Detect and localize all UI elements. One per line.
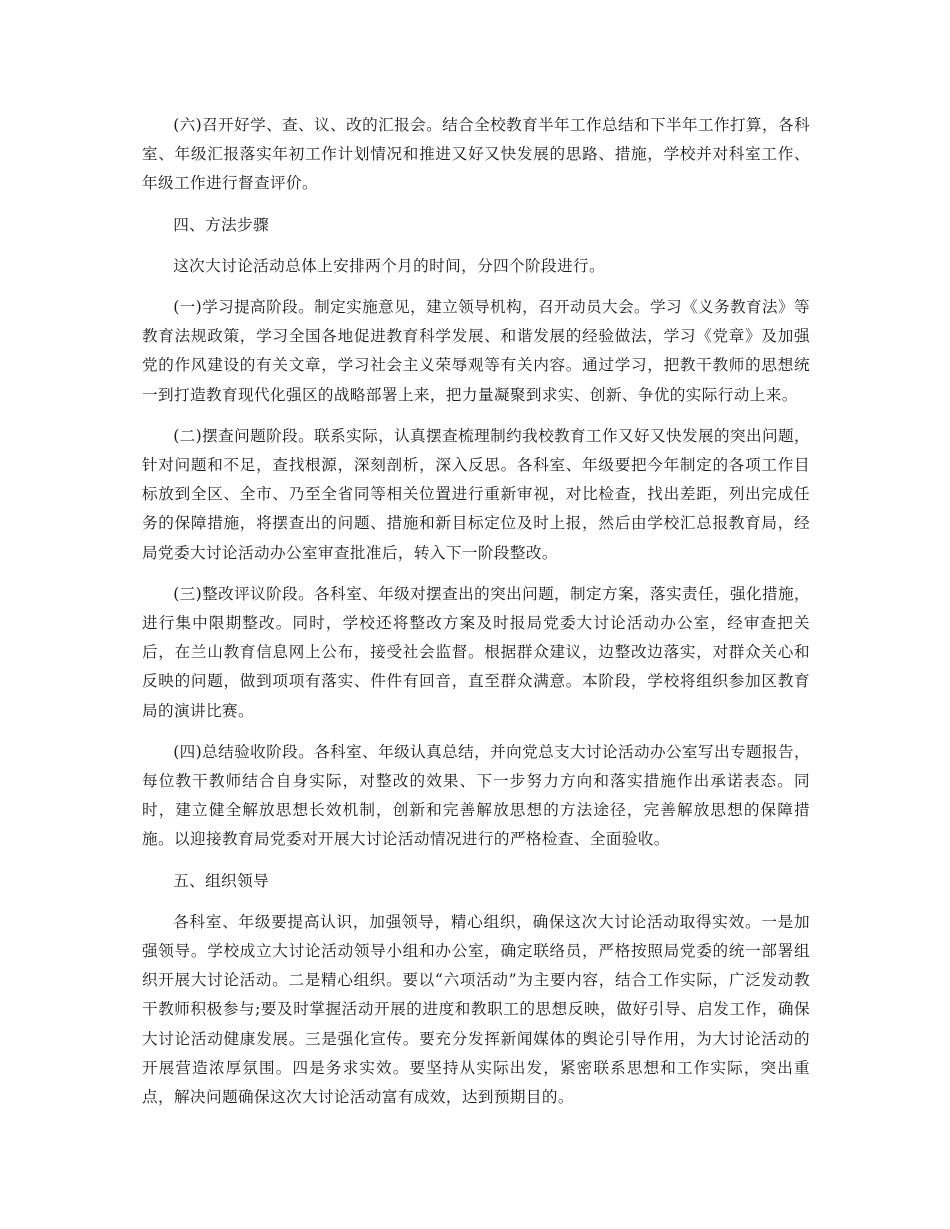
- paragraph-overview: 这次大讨论活动总体上安排两个月的时间，分四个阶段进行。: [173, 256, 606, 275]
- paragraph-stage-four: (四)总结验收阶段。各科室、年级认真总结，并向党总支大讨论活动办公室写出专题报告，每位教干教师结合自身实际，对整改的效果、下一步努力方向和落实措施作出承诺表态。同时，建立健全解放思想长效机制，创新和完善解放思想的方法途径，完善解放思想的保障措施。以迎接教育局党委对开展大讨论活动情况进行的严格检查、全面验收。: [142, 742, 810, 849]
- section-heading-organization: 五、组织领导: [173, 871, 270, 890]
- paragraph-stage-one: (一)学习提高阶段。制定实施意见，建立领导机构，召开动员大会。学习《义务教育法》等教育法规政策，学习全国各地促进教育科学发展、和谐发展的经验做法，学习《党章》及加强党的作风建设的有关文章，学习社会主义荣辱观等有关内容。通过学习，把教干教师的思想统一到打造教育现代化强区的战略部署上来，把力量凝聚到求实、创新、争优的实际行动上来。: [142, 298, 810, 404]
- paragraph-organization: 各科室、年级要提高认识，加强领导，精心组织，确保这次大讨论活动取得实效。一是加强领导。学校成立大讨论活动领导小组和办公室，确定联络员，严格按照局党委的统一部署组织开展大讨论活动。二是精心组织。要以“六项活动”为主要内容，结合工作实际，广泛发动教干教师积极参与;要及时掌握活动开展的进度和教职工的思想反映，做好引导、启发工作，确保大讨论活动健康发展。三是强化宣传。要充分发挥新闻媒体的舆论引导作用，为大讨论活动的开展营造浓厚氛围。四是务求实效。要坚持从实际出发，紧密联系思想和工作实际，突出重点，解决问题确保这次大讨论活动富有成效，达到预期目的。: [142, 912, 810, 1107]
- section-heading-methods-steps: 四、方法步骤: [173, 215, 270, 234]
- paragraph-stage-three: (三)整改评议阶段。各科室、年级对摆查出的突出问题，制定方案，落实责任，强化措施，进行集中限期整改。同时，学校还将整改方案及时报局党委大讨论活动办公室，经审查把关后，在兰山教育信息网上公布，接受社会监督。根据群众建议，边整改边落实，对群众关心和反映的问题，做到项项有落实、件件有回音，直至群众满意。本阶段，学校将组织参加区教育局的演讲比赛。: [142, 584, 810, 720]
- document-page: [142, 111, 810, 1124]
- paragraph-six-report-meeting: (六)召开好学、查、议、改的汇报会。结合全校教育半年工作总结和下半年工作打算，各科室、年级汇报落实年初工作计划情况和推进又好又快发展的思路、措施，学校并对科室工作、年级工作进行督查评价。: [142, 116, 810, 193]
- paragraph-stage-two: (二)摆查问题阶段。联系实际，认真摆查梳理制约我校教育工作又好又快发展的突出问题，针对问题和不足，查找根源，深刻剖析，深入反思。各科室、年级要把今年制定的各项工作目标放到全区、全市、乃至全省同等相关位置进行重新审视，对比检查，找出差距，列出完成任务的保障措施，将摆查出的问题、措施和新目标定位及时上报，然后由学校汇总报教育局，经局党委大讨论活动办公室审查批准后，转入下一阶段整改。: [142, 426, 810, 562]
